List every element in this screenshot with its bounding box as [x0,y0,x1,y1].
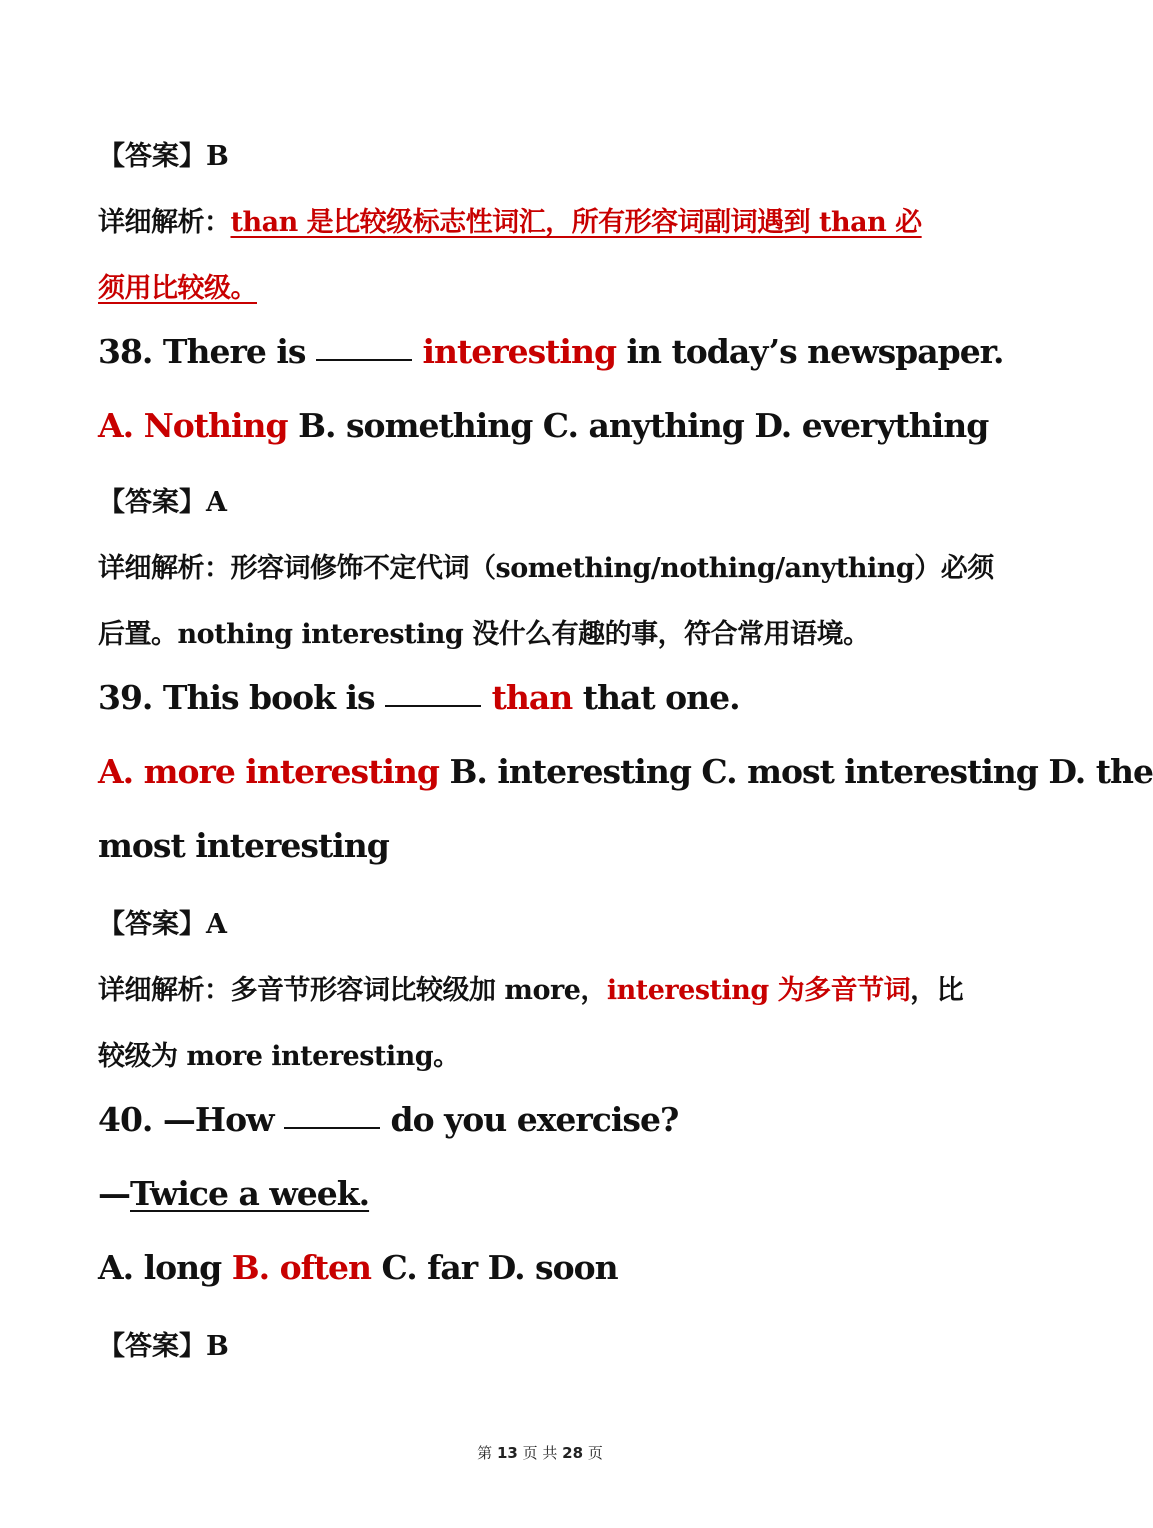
analysis-label: 详细解析： [98,553,231,584]
footer-text: 第 [477,1444,493,1462]
answer-value: A [206,487,227,518]
analysis-text: ，比 [910,975,964,1006]
stem-post: that one. [582,678,740,717]
q40-options [98,1248,618,1287]
q39-answer [98,902,227,941]
stem-pre: 40. —How [98,1100,274,1139]
answer-blank [284,1126,380,1129]
analysis-text: than 是比较级标志性词汇，所有形容词副词遇到 than 必 [230,207,922,238]
options-rest: C. far D. soon [381,1248,618,1287]
q39-analysis-line2 [98,1034,460,1073]
answer-label: 【答案】 [98,1331,206,1362]
stem-highlight: interesting [422,332,617,371]
answer-value: B [206,141,229,172]
analysis-text: 后置。nothing interesting 没什么有趣的事，符合常用语境。 [98,619,870,650]
options-rest: B. interesting C. most interesting D. the [449,752,1153,791]
analysis-text: 多音节形容词比较级加 more， [230,975,607,1006]
q38-analysis-line2 [98,612,870,651]
page-number: 13 [496,1444,518,1462]
options-rest: most interesting [98,826,389,865]
q38-analysis-line1 [98,546,994,585]
answer-value: B [206,1331,229,1362]
answer-label: 【答案】 [98,141,206,172]
q37-analysis-line2 [98,266,257,305]
answer-blank [316,358,412,361]
q39-stem [98,678,740,717]
answer-label: 【答案】 [98,909,206,940]
option-a: A. Nothing [98,406,288,445]
stem-post: do you exercise? [390,1100,679,1139]
analysis-text: 形容词修饰不定代词（something/nothing/anything）必须 [230,553,994,584]
q39-analysis-line1 [98,968,963,1007]
page-footer [0,1442,1080,1463]
stem-highlight: than [491,678,573,717]
reply-dash: — [98,1174,130,1213]
reply-text: Twice a week. [130,1174,370,1213]
stem-pre: 39. This book is [98,678,375,717]
analysis-text: 须用比较级。 [98,273,257,304]
q40-answer [98,1324,229,1363]
analysis-label: 详细解析： [98,975,231,1006]
q37-answer [98,134,229,173]
q39-options-line2 [98,826,389,865]
q39-options [98,752,1153,791]
q40-stem [98,1100,678,1139]
stem-post: in today’s newspaper. [626,332,1004,371]
q37-analysis-line1 [98,200,922,239]
option-a: A. more interesting [98,752,439,791]
option-a: A. long [98,1248,222,1287]
q38-answer [98,480,227,519]
q40-reply [98,1174,369,1213]
footer-text: 页 共 [522,1444,558,1462]
options-rest: B. something C. anything D. everything [298,406,989,445]
footer-text: 页 [587,1444,603,1462]
analysis-highlight: interesting 为多音节词 [606,975,911,1006]
page-total: 28 [562,1444,584,1462]
answer-blank [385,704,481,707]
q38-stem [98,332,1004,371]
option-b: B. often [231,1248,372,1287]
analysis-text: 较级为 more interesting。 [98,1041,460,1072]
answer-value: A [206,909,227,940]
q38-options [98,406,988,445]
answer-label: 【答案】 [98,487,206,518]
stem-pre: 38. There is [98,332,306,371]
analysis-label: 详细解析： [98,207,231,238]
